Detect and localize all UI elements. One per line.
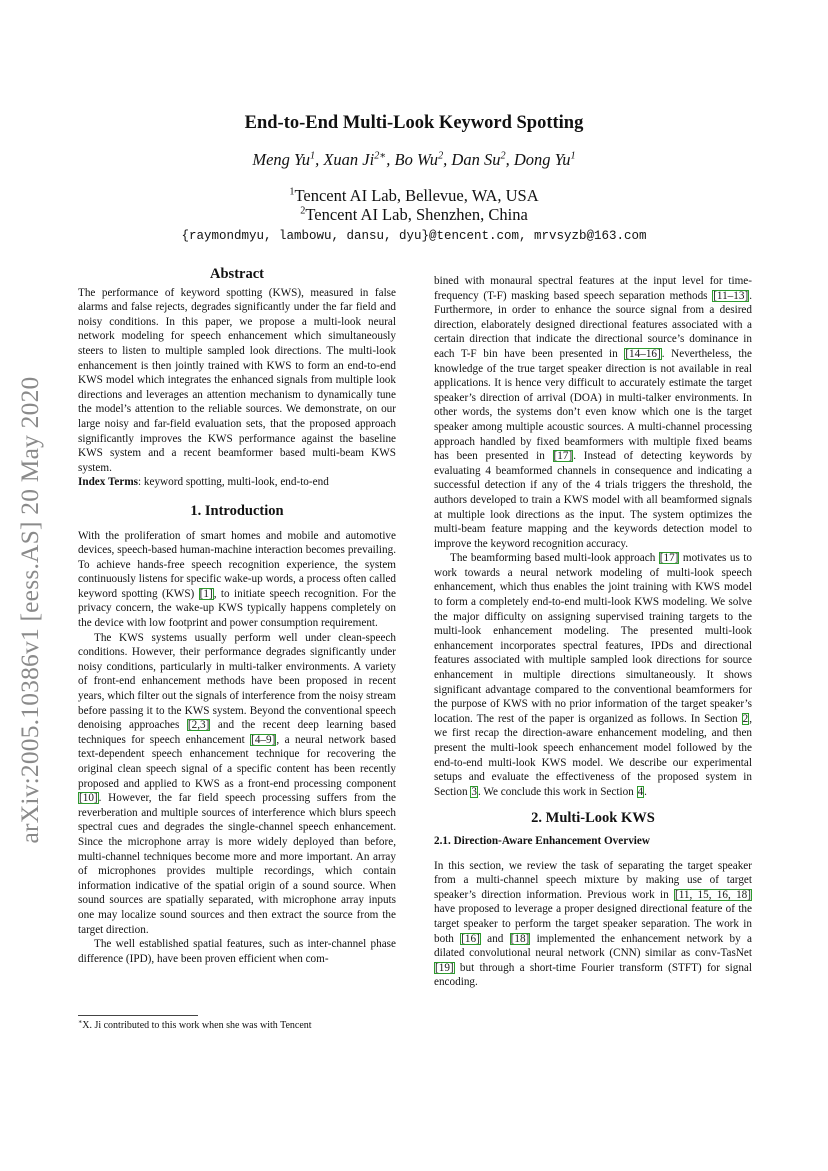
citation-link[interactable]: [17] (659, 552, 679, 565)
right-paragraph-2 (434, 551, 752, 799)
author: Bo Wu (394, 150, 439, 169)
text-run: . (644, 785, 647, 798)
text-run: but through a short-time Fourier transform (STFT) for signal encoding. (434, 961, 752, 989)
intro-paragraph-3: The well established spatial features, such as inter-channel phase difference (IPD), have been proven efficient when com- (78, 938, 396, 965)
affiliation-text: Tencent AI Lab, Shenzhen, China (305, 205, 528, 224)
affiliation-mark: 2 (300, 205, 306, 217)
affiliation-1 (0, 186, 828, 206)
author-affiliation-mark: 2 (438, 150, 444, 162)
left-column (78, 267, 396, 966)
affiliation-2 (0, 205, 828, 225)
section-link[interactable]: 2 (742, 712, 749, 725)
footnote-rule (78, 1015, 198, 1016)
author: Xuan Ji (323, 150, 375, 169)
text-run: have proposed to leverage a proper designed directional feature of the target speaker to perform the target speaker separation. The work in both (434, 903, 752, 945)
text-run: , a neural network based text-dependent speech enhancement technique for recovering the original clean speech signal of a specific content has been recently proposed and applied to KWS as a front-end processing component (78, 733, 396, 790)
footnote-mark: ∗ (78, 1018, 83, 1026)
intro-paragraph-2 (78, 631, 396, 937)
arxiv-stamp (0, 345, 60, 875)
footnote-text: X. Ji contributed to this work when she was with Tencent (82, 1020, 312, 1031)
arxiv-stamp-text: arXiv:2005.10386v1 [eess.AS] 20 May 2020 (15, 376, 44, 844)
citation-link[interactable]: [19] (435, 961, 454, 974)
citation-link[interactable]: [17] (553, 450, 573, 463)
text-run: In this section, we review the task of separating the target speaker from a multi-channel speech mixture by making use of target speaker’s direction information. Previous work in (434, 859, 752, 901)
author-affiliation-mark: 1 (570, 150, 576, 162)
citation-link[interactable]: [11–13] (713, 289, 749, 302)
citation-link[interactable]: [10] (79, 792, 98, 805)
affiliation-text: Tencent AI Lab, Bellevue, WA, USA (294, 186, 539, 205)
intro-heading: 1. Introduction (190, 502, 284, 519)
index-terms (78, 475, 396, 490)
author-list: Meng Yu$^1$, Xuan $Ji^{2∗}$, Bo Wu$^2$, Dan Su$^2$, Dong Yu$^1$ (252, 150, 576, 169)
right-column (434, 274, 752, 990)
text-run: and the recent deep learning based techniques for speech enhancement (78, 719, 397, 746)
author: Dong Yu (513, 150, 571, 169)
paper-title: End-to-End Multi-Look Keyword Spotting (244, 113, 584, 133)
text-run: , to initiate speech recognition. For the privacy concern, the wake-up KWS typically happens completely on the device with low footprint and power consumption requirement. (78, 587, 396, 630)
text-run: and (480, 932, 510, 945)
right-paragraph-3 (434, 859, 752, 990)
text-run: . Nevertheless, the knowledge of the true target speaker direction is not available in real applications. It is hence very difficult to accurately estimate the target speaker’s direction of arrival (DOA) in multi-talker environments. In other words, the systems don’t even know which one is the target speaker among multiple acoustic sources. A multi-channel processing approach handled by fixed beamformers with multiple fixed beams has been presented in (434, 347, 752, 463)
index-terms-label: Index Terms (78, 476, 138, 489)
text-run: With the proliferation of smart homes and mobile and automotive devices, speech-based human-machine interaction becomes prevailing. To achieve hands-free speech recognition experience, the system continuously listens for specific wake-up words, a process often called keyword spotting (KWS) (78, 529, 396, 600)
text-run: implemented the enhancement network by a dilated convolutional neural network (CNN) similar as conv-TasNet (434, 932, 753, 960)
citation-link[interactable]: [18] (510, 932, 530, 945)
citation-link[interactable]: [16] (461, 932, 480, 945)
citation-link[interactable]: [14–16] (625, 347, 661, 360)
subsection-2-1-heading: 2.1. Direction-Aware Enhancement Overview (434, 834, 650, 847)
abstract-text: The performance of keyword spotting (KWS), measured in false alarms and false rejects, degrades significantly under the far field and noisy conditions. In this paper, we propose a multi-look neural network modeling for speech enhancement which simultaneously steers to listen to multiple sampled look directions. The multi-look enhancement is then jointly trained with KWS to form an end-to-end KWS model which integrates the enhanced signals from multiple look directions and leverages an attention mechanism to dynamically tune the model’s attention to the reliable sources. We demonstrate, on our large noisy and far-field evaluation sets, that the proposed approach significantly improves the KWS performance against the baseline KWS system and a recent beamformer based multi-beam KWS system. (78, 286, 396, 474)
text-run: bined with monaural spectral features at the input level for time-frequency (T-F) masking based speech separation methods (434, 275, 752, 302)
section-link[interactable]: 3 (471, 785, 477, 798)
author-affiliation-mark: 1 (309, 150, 316, 162)
footnote (78, 1020, 396, 1031)
citation-link[interactable]: [11, 15, 16, 18] (674, 888, 751, 901)
author-emails: {raymondmyu, lambowu, dansu, dyu}@tencent.com, mrvsyzb@163.com (181, 229, 647, 243)
section-link[interactable]: 4 (637, 785, 644, 798)
citation-link[interactable]: [4–9] (251, 733, 276, 746)
section2-heading: 2. Multi-Look KWS (531, 810, 655, 827)
text-run: The beamforming based multi-look approach (450, 552, 659, 565)
text-run: . However, the far field speech processing suffers from the reverberation and multiple sources of interference which blurs speech spectral cues and degrades the single-channel speech enhancement. Since the microphone array is more widely deployed than before, multi-channel techniques become more and more important. An array of microphones provides multiple recordings, which contain information indicative of the spatial origin of a sound source. When sound sources are spatially separated, with microphone array inputs one may localize sound sources and then extract the source from the target direction. (78, 792, 396, 936)
text-run: . Instead of detecting keywords by evaluating 4 beamformed channels in consequence and indicating a successful detection if any of the 4 trials triggers the threshold, the authors developed to train a KWS model with all beamformed signals at multiple look directions as the input. The system optimizes the multi-beam feature mapping and the keywords detection model to improve the keyword recognition accuracy. (434, 450, 752, 550)
author: Meng Yu (252, 150, 310, 169)
index-terms-text: : keyword spotting, multi-look, end-to-end (138, 476, 329, 489)
citation-link[interactable]: [1] (199, 587, 213, 600)
text-run: , we first recap the direction-aware enhancement modeling, and then present the multi-look speech enhancement model followed by the end-to-end multi-look KWS model. We describe our experimental setups and evaluate the effectiveness of the proposed system in Section (434, 712, 752, 798)
text-run: The KWS systems usually perform well under clean-speech conditions. However, their performance degrades significantly under noisy conditions, particularly in multi-talker environments. A variety of front-end enhancement methods have been proposed in recent years, which filter out the signals of interference from the noisy stream before passing it to the KWS system. Beyond the conventional speech denoising approaches (78, 631, 396, 732)
author-affiliation-mark: 2 (500, 150, 506, 162)
intro-paragraph-1 (78, 529, 396, 631)
right-paragraph-1 (434, 274, 752, 551)
citation-link[interactable]: [2,3] (187, 719, 210, 732)
abstract-heading: Abstract (210, 266, 264, 282)
text-run: motivates us to work towards a neural network modeling of multi-look speech enhancement, which thus enables the joint training with KWS model to form a completely end-to-end multi-look KWS modeling. We solve the major difficulty on assigning supervised training targets to the multi-look enhancement modeling. The presented multi-look enhancement incorporates spectral features, IPDs and directional features associated with multiple sampled look directions for source enhancement in multiple directions simultaneously. It shows significant advantage compared to the conventional beamformers for the purpose of KWS with no prior information of the target speaker’s location. The rest of the paper is organized as follows. In Section (434, 552, 752, 725)
text-run: . We conclude this work in Section (477, 785, 637, 798)
text-run: . Furthermore, in order to enhance the source signal from a desired direction, elaborately designed directional features associated with a certain direction that indicate the directional source’s dominance in each T-F bin have been presented in (434, 289, 752, 360)
author-affiliation-mark: 2∗ (374, 150, 387, 162)
affiliation-mark: 1 (289, 186, 295, 198)
author: Dan Su (451, 150, 501, 169)
